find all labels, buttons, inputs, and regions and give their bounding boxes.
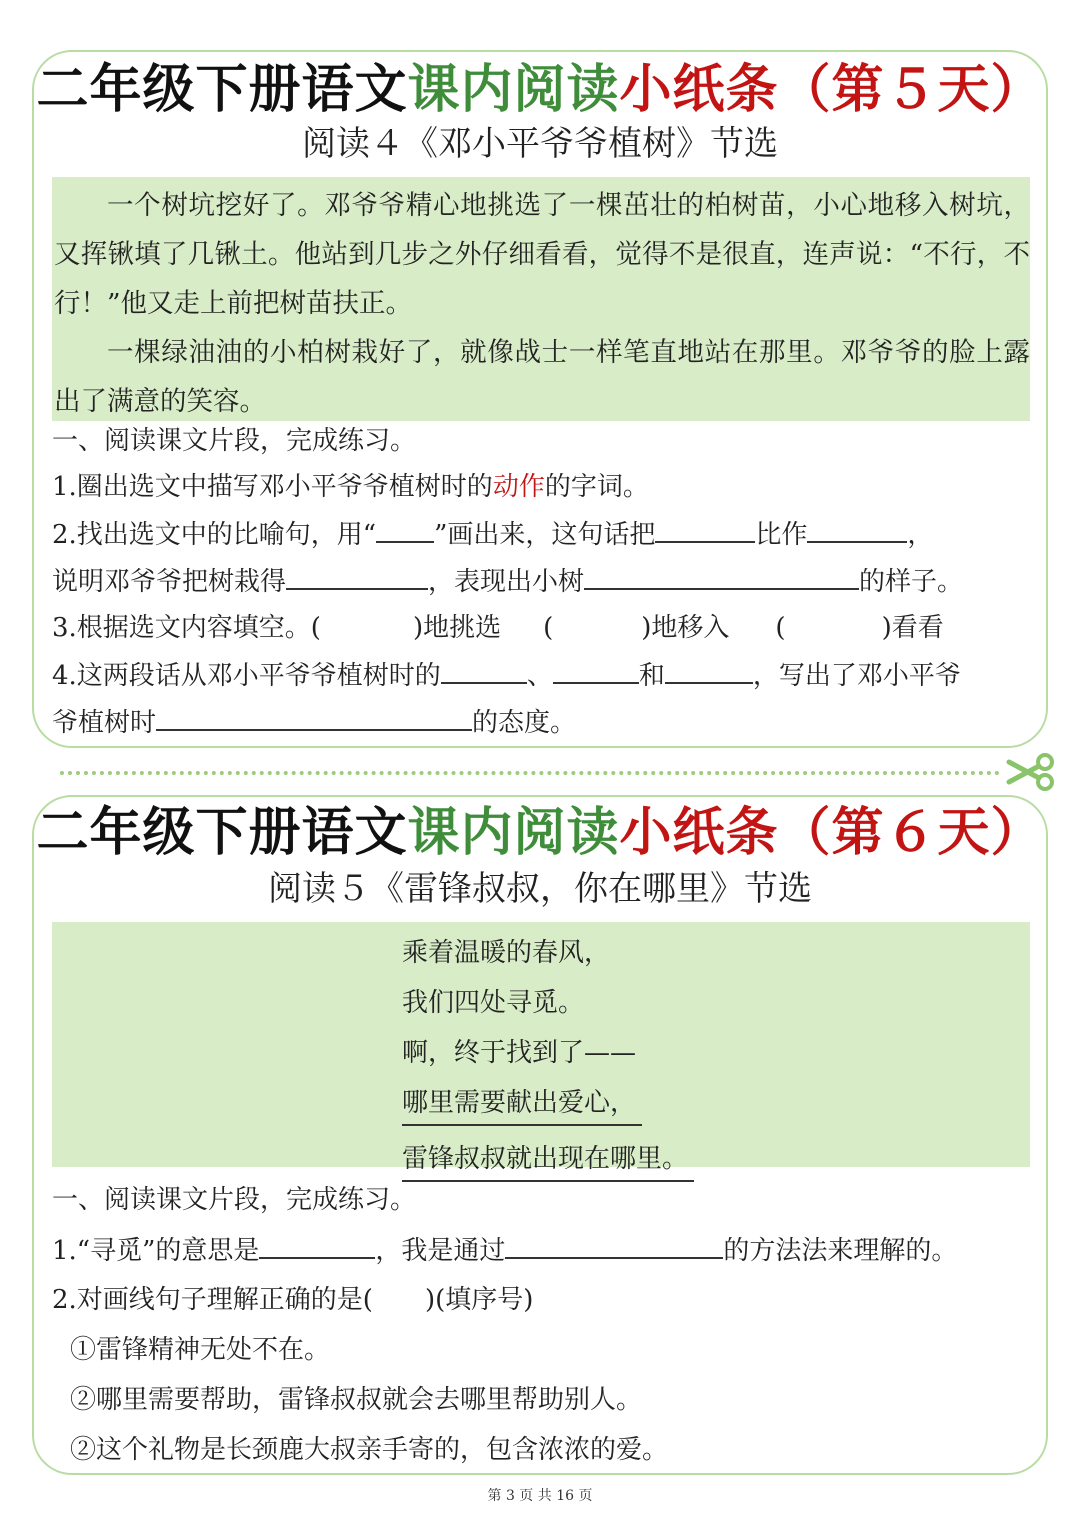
q2-text: ，表现出小树 <box>428 567 585 597</box>
day5-passage <box>52 177 1030 421</box>
day5-passage-paragraph: 一个树坑挖好了。邓爷爷精心地挑选了一棵茁壮的柏树苗，小心地移入树坑，又挥锹填了几锹土。他站到几步之外仔细看看，觉得不是很直，连声说：“不行，不行！”他又走上前把树苗扶正。 <box>54 190 1030 319</box>
q2-text: 2.找出选文中的比喻句，用“ <box>52 520 377 550</box>
day6-poem <box>52 922 1030 1174</box>
day6-card <box>32 795 1048 1475</box>
answer-blank[interactable] <box>376 511 434 543</box>
day6-option: ②哪里需要帮助，雷锋叔叔就会去哪里帮助别人。 <box>70 1385 643 1415</box>
answer-blank[interactable] <box>665 652 753 684</box>
q1-text: 1.圈出选文中描写邓小平爷爷植树时的 <box>52 472 493 502</box>
poem-line: 啊，终于找到了—— <box>402 1038 637 1068</box>
day5-question-4-cont <box>52 699 1037 747</box>
day6-title-black: 二年级下册语文 <box>36 803 408 863</box>
cut-line <box>60 771 1000 775</box>
poem-line-underlined: 雷锋叔叔就出现在哪里。 <box>402 1138 694 1182</box>
q4-text: 爷植树时 <box>52 708 157 738</box>
answer-blank[interactable] <box>584 558 859 590</box>
day6-question-2: 2.对画线句子理解正确的是( )(填序号) <box>52 1285 534 1315</box>
day6-option: ①雷锋精神无处不在。 <box>70 1335 331 1365</box>
q2-text: ”画出来，这句话把 <box>434 520 656 550</box>
q4-text: 4.这两段话从邓小平爷爷植树时的 <box>52 661 441 691</box>
q3-text: )地移入 <box>641 613 730 643</box>
answer-blank[interactable] <box>807 511 907 543</box>
q1-text-end: 的字词。 <box>544 472 649 502</box>
q2-text: 比作 <box>755 520 808 550</box>
poem-line: 我们四处寻觅。 <box>402 988 585 1018</box>
day5-title-black: 二年级下册语文 <box>36 60 408 120</box>
q3-text: )看看 <box>881 613 944 643</box>
day5-card <box>32 50 1048 748</box>
q2-text: ， <box>907 520 934 550</box>
answer-blank[interactable] <box>441 652 527 684</box>
day6-question-1 <box>52 1227 1037 1275</box>
q4-text: 的态度。 <box>472 708 577 738</box>
day5-title-green: 课内阅读 <box>407 60 620 120</box>
day5-question-2-cont <box>52 558 1037 606</box>
q3-text: ( <box>543 613 554 643</box>
q3-text: )地挑选 <box>412 613 502 643</box>
q2-text: 说明邓爷爷把树栽得 <box>52 567 287 597</box>
q1-text: 1.“寻觅”的意思是 <box>52 1236 260 1266</box>
q1-highlight: 动作 <box>492 472 545 502</box>
poem-line-underlined: 哪里需要献出爱心， <box>402 1082 642 1126</box>
answer-blank[interactable] <box>156 699 472 731</box>
q4-text: 、 <box>526 661 553 691</box>
q1-text: ，我是通过 <box>375 1236 506 1266</box>
day6-subtitle: 阅读５《雷锋叔叔，你在哪里》节选 <box>268 869 812 909</box>
answer-blank[interactable] <box>553 652 639 684</box>
day5-question-4 <box>52 652 1037 700</box>
q2-text: 的样子。 <box>859 567 964 597</box>
day6-title-red: 小纸条（第６天） <box>619 803 1044 863</box>
day6-title <box>34 803 1046 863</box>
day5-question-1 <box>52 464 1037 511</box>
poem-line: 乘着温暖的春风， <box>402 938 611 968</box>
scissors-icon <box>1005 752 1057 792</box>
answer-blank[interactable] <box>505 1227 723 1259</box>
day5-passage-paragraph: 一棵绿油油的小柏树栽好了，就像战士一样笔直地站在那里。邓爷爷的脸上露出了满意的笑容。 <box>54 337 1030 417</box>
q3-text: 3.根据选文内容填空。( <box>52 613 321 643</box>
day6-title-green: 课内阅读 <box>407 803 620 863</box>
answer-blank[interactable] <box>286 558 428 590</box>
answer-blank[interactable] <box>259 1227 375 1259</box>
page-footer: 第 3 页 共 16 页 <box>487 1488 593 1504</box>
q4-text: ，写出了邓小平爷 <box>752 661 961 691</box>
day5-title-red: 小纸条（第５天） <box>619 60 1044 120</box>
q3-text: ( <box>775 613 786 643</box>
day5-title <box>34 60 1046 120</box>
day5-subtitle: 阅读４《邓小平爷爷植树》节选 <box>302 124 778 164</box>
q1-text: 的方法法来理解的。 <box>723 1236 958 1266</box>
q4-text: 和 <box>638 661 665 691</box>
answer-blank[interactable] <box>655 511 755 543</box>
day5-question-3 <box>52 605 1037 652</box>
day5-section-heading: 一、阅读课文片段，完成练习。 <box>52 426 417 456</box>
day5-question-2 <box>52 511 1037 559</box>
day6-option: ②这个礼物是长颈鹿大叔亲手寄的，包含浓浓的爱。 <box>70 1435 669 1465</box>
day6-section-heading: 一、阅读课文片段，完成练习。 <box>52 1185 417 1215</box>
